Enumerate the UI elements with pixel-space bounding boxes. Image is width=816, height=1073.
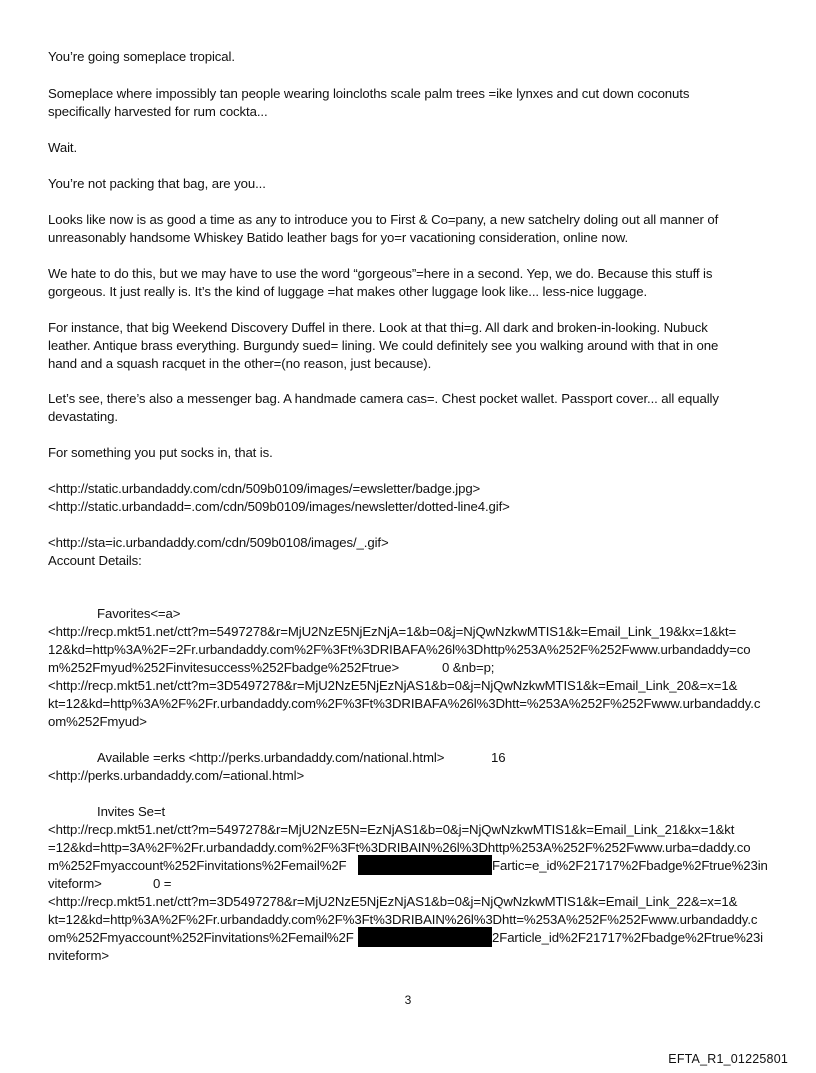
image-link[interactable]: <http://static.urbandaddy.com/cdn/509b0109/images/=ewsletter/badge.jpg> [48,481,481,496]
favorites-count: 0 &nb=p; [442,660,495,675]
invites-link[interactable]: kt=12&kd=http%3A%2F%2Fr.urbandaddy.com%2F%3Ft%3DRIBAIN%26l%3Dhtt=%253A%252F%252Fwww.urbandaddy.c [48,912,758,927]
paragraph-line: For something you put socks in, that is. [48,445,273,460]
image-link[interactable]: <http://static.urbandadd=.com/cdn/509b0109/images/newsletter/dotted-line4.gif> [48,499,510,514]
invites-link[interactable]: nviteform> [48,948,109,963]
invites-link[interactable]: 2Farticle_id%2F21717%2Fbadge%2Ftrue%23i [492,930,764,945]
invites-link[interactable]: m%252Fmyaccount%252Finvitations%2Femail%2F [48,858,347,873]
paragraph-line: unreasonably handsome Whiskey Batido leather bags for yo=r vacationing consideration, online now. [48,230,629,245]
redaction-box [358,855,492,875]
document-id: EFTA_R1_01225801 [668,1052,788,1066]
perks-link[interactable]: Available =erks <http://perks.urbandaddy.com/national.html> [97,750,445,765]
paragraph-line: We hate to do this, but we may have to use the word “gorgeous”=here in a second. Yep, we do. Because this stuff is [48,266,713,281]
page-number: 3 [404,993,412,1007]
image-link[interactable]: <http://sta=ic.urbandaddy.com/cdn/509b0108/images/_.gif> [48,535,389,550]
invites-link[interactable]: <http://recp.mkt51.net/ctt?m=3D5497278&r=MjU2NzE5NjEzNjAS1&b=0&j=NjQwNzkwMTIS1&k=Email_Link_22&=x=1& [48,894,738,909]
invites-link[interactable]: Fartic=e_id%2F21717%2Fbadge%2Ftrue%23in [492,858,768,873]
favorites-link[interactable]: <http://recp.mkt51.net/ctt?m=5497278&r=MjU2NzE5NjEzNjA=1&b=0&j=NjQwNzkwMTIS1&k=Email_Link_19&kx=1&kt= [48,624,737,639]
paragraph-intro: You’re going someplace tropical. [48,49,235,64]
favorites-link[interactable]: kt=12&kd=http%3A%2F%2Fr.urbandaddy.com%2F%3Ft%3DRIBAFA%26l%3Dhtt=%253A%252F%252Fwww.urbandaddy.c [48,696,761,711]
paragraph-line: Wait. [48,140,78,155]
favorites-label: Favorites<=a> [97,606,181,621]
paragraph-line: You’re not packing that bag, are you... [48,176,266,191]
paragraph-line: leather. Antique brass everything. Burgundy sued= lining. We could definitely see you walking around with that in one [48,338,719,353]
invites-label: Invites Se=t [97,804,166,819]
paragraph-line: specifically harvested for rum cockta... [48,104,268,119]
account-details-heading: Account Details: [48,553,142,568]
invites-link[interactable]: =12&kd=http=3A%2F%2Fr.urbandaddy.com%2F%3Ft%3DRIBAIN%26l%3Dhttp%253A%252F%252Fwww.urba=daddy.co [48,840,751,855]
paragraph-line: gorgeous. It just really is. It’s the kind of luggage =hat makes other luggage look like... less-nice luggage. [48,284,648,299]
invites-count: 0 = [153,876,172,891]
invites-link[interactable]: <http://recp.mkt51.net/ctt?m=5497278&r=MjU2NzE5N=EzNjAS1&b=0&j=NjQwNzkwMTIS1&k=Email_Link_21&kx=1&kt [48,822,735,837]
favorites-link[interactable]: m%252Fmyud%252Finvitesuccess%252Fbadge%252Ftrue> [48,660,400,675]
favorites-link[interactable]: om%252Fmyud> [48,714,147,729]
paragraph-line: Let’s see, there’s also a messenger bag. A handmade camera cas=. Chest pocket wallet. Passport cover... all equally [48,391,719,406]
paragraph-line: Someplace where impossibly tan people wearing loincloths scale palm trees =ike lynxes and cut down coconuts [48,86,690,101]
favorites-link[interactable]: 12&kd=http%3A%2F=2Fr.urbandaddy.com%2F%3Ft%3DRIBAFA%26l%3Dhttp%253A%252F%252Fwww.urbandaddy=co [48,642,751,657]
perks-count: 16 [491,750,506,765]
paragraph-line: For instance, that big Weekend Discovery Duffel in there. Look at that thi=g. All dark and broken-in-looking. Nubuck [48,320,708,335]
paragraph-line: devastating. [48,409,118,424]
redaction-box [358,927,492,947]
paragraph-line: hand and a squash racquet in the other=(no reason, just because). [48,356,432,371]
paragraph-line: Looks like now is as good a time as any to introduce you to First & Co=pany, a new satchelry doling out all manner of [48,212,719,227]
perks-link[interactable]: <http://perks.urbandaddy.com/=ational.html> [48,768,305,783]
favorites-link[interactable]: <http://recp.mkt51.net/ctt?m=3D5497278&r=MjU2NzE5NjEzNjAS1&b=0&j=NjQwNzkwMTIS1&k=Email_Link_20&=x=1& [48,678,738,693]
invites-link[interactable]: viteform> [48,876,102,891]
invites-link[interactable]: om%252Fmyaccount%252Finvitations%2Femail%2F [48,930,354,945]
